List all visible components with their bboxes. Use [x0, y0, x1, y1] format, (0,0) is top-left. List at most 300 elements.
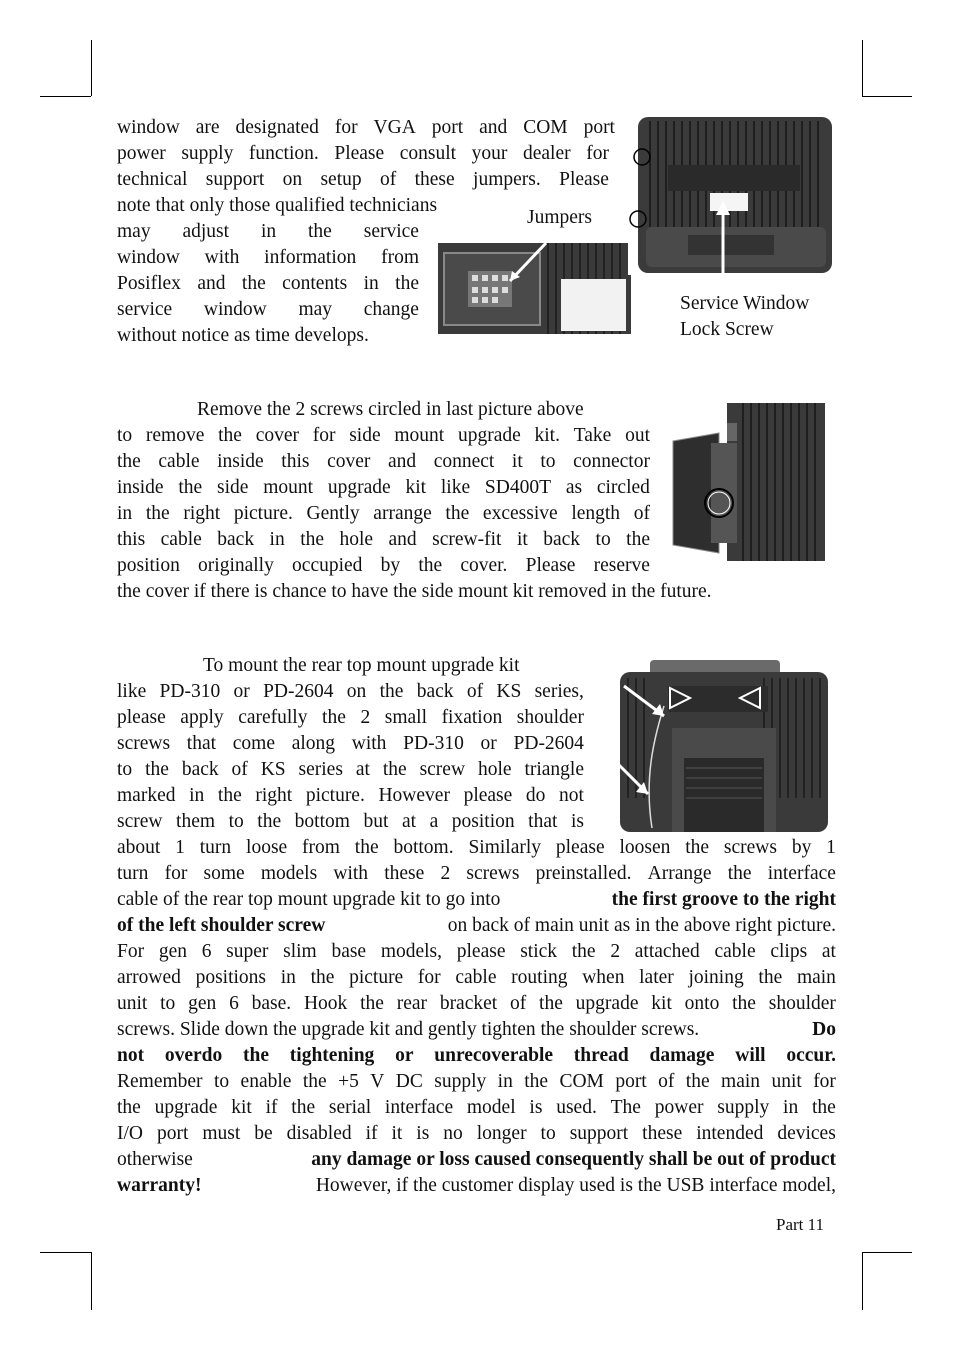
word: about — [117, 837, 161, 858]
word: inside — [117, 477, 164, 498]
word: window — [117, 247, 180, 268]
text-line — [117, 167, 609, 193]
word: please — [463, 785, 513, 806]
word: the — [117, 1097, 141, 1118]
word: screws — [723, 837, 777, 858]
word: right — [183, 503, 221, 524]
word: I/O — [117, 1123, 143, 1144]
word: screws — [466, 863, 520, 884]
word: and — [197, 273, 226, 294]
word: unit — [117, 993, 148, 1014]
word: by — [380, 555, 401, 576]
word: However — [378, 785, 450, 806]
word: of — [231, 759, 248, 780]
word: these — [414, 169, 455, 190]
jumpers-photo — [438, 243, 631, 334]
word: in — [117, 503, 133, 524]
word: +5 — [338, 1071, 359, 1092]
word: 2 — [610, 941, 621, 962]
word: is — [529, 1097, 543, 1118]
word: gen — [188, 993, 217, 1014]
word: and — [387, 451, 417, 472]
word: Hook — [303, 993, 348, 1014]
word: back — [416, 681, 454, 702]
text-line — [117, 939, 836, 965]
word: COM — [559, 1071, 604, 1092]
word: it — [516, 529, 528, 550]
text-line — [117, 475, 650, 501]
word: 1 — [826, 837, 836, 858]
crop-mark — [862, 1252, 863, 1310]
word: for — [312, 425, 336, 446]
word: the — [322, 707, 346, 728]
bold-text-run: warranty! — [117, 1175, 202, 1196]
word: devices — [777, 1123, 836, 1144]
word: service — [117, 299, 173, 320]
word: the — [308, 221, 332, 242]
word: excessive — [482, 503, 558, 524]
word: the — [291, 1097, 316, 1118]
word: the — [217, 785, 242, 806]
word: to — [160, 993, 176, 1014]
word: right — [255, 785, 293, 806]
word: side — [217, 477, 249, 498]
word: mount — [394, 425, 445, 446]
word: to — [540, 1123, 556, 1144]
word: turn — [199, 837, 232, 858]
word: no — [443, 1123, 463, 1144]
word: port — [583, 117, 615, 138]
word: that — [528, 811, 558, 832]
word: them — [176, 811, 216, 832]
word: of — [379, 169, 397, 190]
word: 1 — [175, 837, 185, 858]
word: supply — [181, 143, 234, 164]
word: originally — [198, 555, 274, 576]
word: arrange — [373, 503, 432, 524]
word: to — [595, 529, 611, 550]
word: to — [228, 811, 244, 832]
word: Remember — [117, 1071, 203, 1092]
word: Take — [573, 425, 612, 446]
word: tightening — [289, 1045, 375, 1066]
word: if — [365, 1123, 378, 1144]
text-line — [117, 1069, 836, 1095]
text-line — [117, 1095, 836, 1121]
word: KS — [496, 681, 522, 702]
word: damage — [649, 1045, 715, 1066]
word: hole — [477, 759, 512, 780]
word: the — [379, 681, 404, 702]
word: on — [282, 169, 303, 190]
text-line — [117, 271, 419, 297]
word: information — [264, 247, 357, 268]
word: the — [218, 425, 242, 446]
word: like — [117, 681, 147, 702]
word: disabled — [286, 1123, 352, 1144]
word: gen — [158, 941, 187, 962]
text-run: otherwise — [117, 1149, 193, 1170]
word: these — [642, 1123, 683, 1144]
word: like — [440, 477, 471, 498]
word: cover — [327, 451, 371, 472]
word: main — [796, 967, 836, 988]
text-line — [117, 115, 615, 141]
word: Please — [559, 169, 609, 190]
crop-mark — [91, 40, 92, 96]
word: kit — [231, 1097, 252, 1118]
word: picture — [349, 967, 404, 988]
word: screw — [419, 759, 466, 780]
word: cover — [255, 425, 299, 446]
word: the — [571, 941, 596, 962]
word: at — [401, 811, 417, 832]
word: base. — [251, 993, 292, 1014]
word: not — [117, 1045, 145, 1066]
word: it — [511, 451, 523, 472]
word: routing — [511, 967, 568, 988]
word: for — [334, 117, 358, 138]
word: service — [363, 221, 419, 242]
crop-mark — [862, 40, 863, 96]
word: kit — [651, 993, 672, 1014]
word: in — [497, 1071, 513, 1092]
word: back — [181, 759, 219, 780]
word: picture. — [305, 785, 365, 806]
word: is — [416, 1123, 430, 1144]
word: kit. — [534, 425, 560, 446]
text-run: cable of the rear top mount upgrade kit to go into — [117, 889, 501, 910]
word: power — [654, 1097, 704, 1118]
word: 2 — [360, 707, 371, 728]
word: for — [417, 967, 441, 988]
word: the — [257, 811, 282, 832]
word: 6 — [229, 993, 239, 1014]
word: SD400T — [484, 477, 552, 498]
word: slim — [283, 941, 317, 962]
word: that — [186, 733, 217, 754]
word: the — [117, 451, 141, 472]
word: main — [721, 1071, 761, 1092]
word: change — [363, 299, 419, 320]
word: from — [302, 837, 340, 858]
word: function. — [248, 143, 319, 164]
word: Gently — [306, 503, 360, 524]
word: VGA — [373, 117, 416, 138]
text-line: without notice as time develops. — [117, 325, 369, 346]
word: and — [479, 117, 508, 138]
word: enable — [240, 1071, 292, 1092]
word: bracket — [439, 993, 498, 1014]
word: dealer — [523, 143, 571, 164]
word: mount — [263, 477, 314, 498]
word: unrecoverable — [434, 1045, 554, 1066]
word: small — [384, 707, 427, 728]
word: the — [360, 993, 384, 1014]
text-line-mixed — [117, 1017, 836, 1043]
word: with — [333, 863, 369, 884]
word: For — [117, 941, 145, 962]
word: KS — [260, 759, 286, 780]
word: models, — [380, 941, 443, 962]
word: the — [524, 1071, 549, 1092]
word: it — [391, 1123, 403, 1144]
word: setup — [320, 169, 362, 190]
word: in — [280, 967, 296, 988]
text-line — [117, 141, 609, 167]
word: window — [203, 299, 267, 320]
rear-mount-photo — [614, 658, 831, 832]
word: but — [363, 811, 389, 832]
text-run: screws. Slide down the upgrade kit and gently tighten the shoulder screws. — [117, 1019, 700, 1040]
text-line — [117, 501, 650, 527]
word: series, — [534, 681, 584, 702]
word: at — [355, 759, 370, 780]
word: of — [510, 993, 527, 1014]
crop-mark — [862, 96, 912, 97]
word: cable — [455, 967, 497, 988]
text-run: However, if the customer display used is the USB interface model, — [315, 1175, 836, 1196]
word: the — [243, 1045, 270, 1066]
word: bottom — [294, 811, 350, 832]
word: of — [658, 1071, 675, 1092]
word: models — [260, 863, 318, 884]
text-line — [117, 731, 584, 757]
word: unit — [771, 1071, 802, 1092]
text-line — [117, 679, 584, 705]
word: contents — [282, 273, 348, 294]
word: please — [117, 707, 166, 728]
crop-mark — [40, 1252, 91, 1253]
word: remove — [145, 425, 205, 446]
word: PD-310 — [403, 733, 464, 754]
text-line — [117, 835, 836, 861]
word: support — [205, 169, 265, 190]
word: used. — [556, 1097, 597, 1118]
word: consult — [399, 143, 457, 164]
word: cable — [160, 529, 202, 550]
word: port — [431, 117, 464, 138]
word: may — [117, 221, 151, 242]
word: side — [349, 425, 381, 446]
word: Please — [525, 555, 576, 576]
word: please — [555, 837, 605, 858]
jumpers-label: Jumpers — [527, 207, 592, 228]
word: jumpers. — [473, 169, 541, 190]
word: occur. — [786, 1045, 836, 1066]
word: carefully — [238, 707, 308, 728]
word: the — [145, 503, 170, 524]
word: cable — [158, 451, 200, 472]
word: loose — [246, 837, 288, 858]
word: back — [543, 529, 581, 550]
word: screw — [117, 811, 163, 832]
crop-mark — [91, 1252, 92, 1310]
word: port — [156, 1123, 189, 1144]
word: the — [300, 529, 325, 550]
word: base — [331, 941, 367, 962]
word: shoulder — [516, 707, 584, 728]
word: in — [189, 785, 205, 806]
word: positions — [195, 967, 267, 988]
word: at — [821, 941, 836, 962]
word: of — [633, 503, 650, 524]
text-line — [117, 783, 584, 809]
word: PD-310 — [159, 681, 221, 702]
word: in — [363, 273, 379, 294]
word: come — [232, 733, 275, 754]
word: the — [354, 837, 379, 858]
word: are — [195, 117, 220, 138]
word: from — [381, 247, 419, 268]
word: the — [685, 837, 710, 858]
word: Posiflex — [117, 273, 181, 294]
word: this — [281, 451, 310, 472]
word: stick — [520, 941, 558, 962]
word: and — [388, 529, 417, 550]
word: power — [117, 143, 166, 164]
word: when — [582, 967, 625, 988]
word: the — [727, 863, 752, 884]
word: inside — [217, 451, 264, 472]
word: technical — [117, 169, 188, 190]
word: occupied — [292, 555, 363, 576]
word: the — [812, 1097, 836, 1118]
text-line: the cover if there is chance to have the side mount kit removed in the future. — [117, 581, 712, 602]
word: V — [370, 1071, 385, 1092]
word: window — [117, 117, 180, 138]
word: Similarly — [468, 837, 542, 858]
word: Arrange — [647, 863, 712, 884]
word: may — [298, 299, 333, 320]
word: The — [610, 1097, 641, 1118]
word: the — [445, 503, 470, 524]
lock-screw-label: Lock Screw — [680, 319, 774, 340]
side-mount-photo — [671, 403, 825, 561]
word: screw-fit — [432, 529, 502, 550]
word: reserve — [593, 555, 650, 576]
word: the — [418, 555, 443, 576]
word: the — [382, 759, 407, 780]
word: COM — [523, 117, 568, 138]
word: please — [456, 941, 506, 962]
word: or — [233, 681, 250, 702]
bold-text-run: of the left shoulder screw — [117, 915, 326, 936]
bold-text-run: the first groove to the right — [611, 889, 836, 910]
word: a — [429, 811, 439, 832]
text-line: Remove the 2 screws circled in last picture above — [197, 399, 584, 420]
text-line — [117, 1043, 836, 1069]
word: super — [226, 941, 269, 962]
word: back — [217, 529, 255, 550]
word: port — [615, 1071, 647, 1092]
word: screws — [117, 733, 171, 754]
word: position — [117, 555, 180, 576]
page-number: Part 11 — [776, 1215, 825, 1234]
text-line — [117, 297, 419, 323]
bold-text-run: any damage or loss caused consequently shall be out of product — [311, 1149, 836, 1170]
word: loosen — [619, 837, 671, 858]
rear-view-photo — [628, 115, 833, 275]
word: interface — [384, 1097, 454, 1118]
word: connector — [573, 451, 650, 472]
word: this — [117, 529, 146, 550]
word: the — [539, 993, 563, 1014]
word: position — [451, 811, 515, 832]
word: of — [466, 681, 484, 702]
word: intended — [696, 1123, 764, 1144]
word: your — [471, 143, 508, 164]
word: the — [395, 273, 419, 294]
word: must — [202, 1123, 241, 1144]
word: in — [783, 1097, 799, 1118]
text-run: on back of main unit as in the above right picture. — [447, 915, 836, 936]
word: serial — [328, 1097, 372, 1118]
text-line — [117, 705, 584, 731]
text-line — [117, 861, 836, 887]
word: adjust — [182, 221, 230, 242]
word: thread — [573, 1045, 629, 1066]
word: length — [571, 503, 621, 524]
word: interface — [767, 863, 836, 884]
word: marked — [117, 785, 176, 806]
word: be — [254, 1123, 273, 1144]
word: as — [565, 477, 583, 498]
text-line-mixed — [117, 887, 836, 913]
word: picture. — [233, 503, 293, 524]
word: by — [791, 837, 812, 858]
word: support — [569, 1123, 629, 1144]
text-line: To mount the rear top mount upgrade kit — [203, 655, 520, 676]
bold-text-run: Do — [812, 1019, 836, 1040]
word: model — [466, 1097, 516, 1118]
word: designated — [235, 117, 319, 138]
word: later — [639, 967, 674, 988]
word: series — [298, 759, 343, 780]
word: is — [570, 811, 584, 832]
word: kit — [405, 477, 427, 498]
word: on — [346, 681, 367, 702]
service-window-label: Service Window — [680, 293, 810, 314]
text-line — [117, 965, 836, 991]
word: to — [540, 451, 556, 472]
word: onto — [684, 993, 720, 1014]
text-line-mixed — [117, 1147, 836, 1173]
word: PD-2604 — [263, 681, 334, 702]
word: cable — [714, 941, 756, 962]
word: will — [735, 1045, 766, 1066]
word: to — [117, 425, 133, 446]
word: the — [241, 273, 266, 294]
word: connect — [433, 451, 495, 472]
text-line — [117, 527, 650, 553]
word: the — [685, 1071, 710, 1092]
word: the — [145, 759, 169, 780]
text-line-mixed — [117, 1173, 836, 1199]
word: joining — [688, 967, 744, 988]
word: DC — [395, 1071, 423, 1092]
word: the — [626, 529, 650, 550]
text-line — [117, 449, 650, 475]
word: clips — [770, 941, 808, 962]
text-line — [117, 553, 650, 579]
bold-text-run — [117, 1043, 836, 1069]
word: Please — [334, 143, 385, 164]
word: the — [310, 967, 335, 988]
word: triangle — [524, 759, 584, 780]
word: with — [351, 733, 387, 754]
word: for — [813, 1071, 836, 1092]
